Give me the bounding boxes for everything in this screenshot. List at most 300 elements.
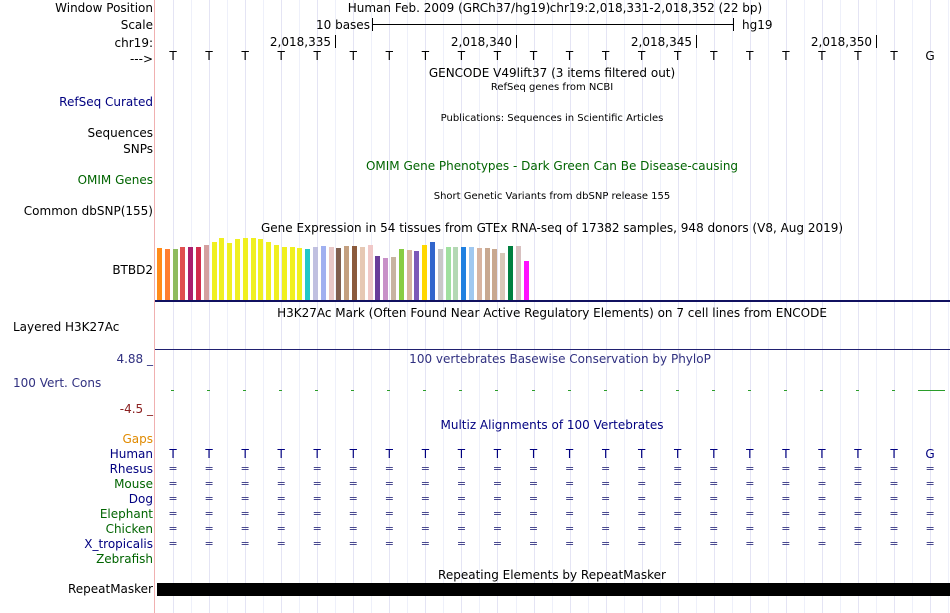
- human-base: T: [565, 447, 574, 461]
- human-base: T: [818, 447, 826, 461]
- alignment-match: =: [240, 462, 250, 475]
- alignment-match: =: [420, 507, 430, 520]
- alignment-match: =: [168, 477, 178, 490]
- gtex-track-title[interactable]: Gene Expression in 54 tissues from GTEx RNA-seq of 17382 samples, 948 donors (V8, Aug 2019): [260, 221, 844, 235]
- alignment-match: =: [745, 507, 755, 520]
- alignment-match: =: [312, 477, 322, 490]
- alignment-match: =: [420, 462, 430, 475]
- grid-line: [948, 0, 949, 613]
- alignment-match: =: [709, 492, 719, 505]
- alignment-match: =: [528, 537, 539, 550]
- gtex-tissue-bar[interactable]: [368, 245, 373, 300]
- gtex-tissue-bar[interactable]: [399, 249, 404, 300]
- alignment-match: =: [925, 477, 935, 490]
- gtex-tissue-bar[interactable]: [173, 249, 178, 300]
- human-base: T: [854, 447, 862, 461]
- gtex-tissue-bar[interactable]: [165, 249, 170, 300]
- gtex-tissue-bar[interactable]: [469, 247, 474, 300]
- gtex-tissue-bar[interactable]: [305, 249, 310, 300]
- alignment-match: =: [781, 477, 791, 490]
- gtex-tissue-bar[interactable]: [204, 245, 209, 300]
- sequence-base: T: [601, 49, 610, 63]
- db-text: hg19: [742, 18, 773, 32]
- gtex-tissue-bar[interactable]: [344, 246, 349, 300]
- human-base: T: [601, 447, 610, 461]
- alignment-match: =: [168, 522, 178, 535]
- sequence-base: T: [205, 49, 213, 63]
- phylop-track-title[interactable]: 100 vertebrates Basewise Conservation by PhyloP: [409, 352, 711, 366]
- alignment-match: =: [492, 507, 503, 520]
- sequence-base: T: [313, 49, 321, 63]
- alignment-match: =: [276, 462, 286, 475]
- alignment-match: =: [673, 537, 683, 550]
- phylop-value: [495, 390, 498, 391]
- sequence-base: T: [818, 49, 826, 63]
- assembly-text: Human Feb. 2009 (GRCh37/hg19): [347, 1, 551, 15]
- ruler-tick-mark: [335, 35, 336, 48]
- human-base: T: [421, 447, 430, 461]
- gtex-tissue-bar[interactable]: [157, 248, 162, 300]
- h3k27ac-baseline: [155, 349, 950, 350]
- gtex-tissue-bar[interactable]: [180, 247, 185, 300]
- alignment-match: =: [853, 462, 863, 475]
- alignment-match: =: [745, 492, 755, 505]
- gtex-tissue-bar[interactable]: [453, 247, 458, 300]
- phylop-value: [279, 390, 282, 391]
- alignment-match: =: [673, 522, 683, 535]
- publications-track-title[interactable]: Publications: Sequences in Scientific Articles: [440, 113, 664, 124]
- alignment-match: =: [204, 537, 214, 550]
- species-label[interactable]: Dog: [128, 492, 153, 506]
- alignment-match: =: [564, 507, 575, 520]
- alignment-match: =: [312, 462, 322, 475]
- alignment-match: =: [168, 462, 178, 475]
- window-position-label: Window Position: [55, 1, 153, 15]
- repeatmasker-element[interactable]: [157, 583, 950, 596]
- alignment-match: =: [384, 537, 394, 550]
- sequence-base: T: [169, 49, 177, 63]
- alignment-match: =: [492, 492, 503, 505]
- alignment-match: =: [817, 462, 827, 475]
- gtex-gene-label[interactable]: BTBD2: [112, 263, 153, 277]
- phylop-value: [748, 390, 751, 391]
- snps-track-label[interactable]: SNPs: [123, 142, 153, 156]
- alignment-match: =: [348, 537, 358, 550]
- alignment-match: =: [312, 507, 322, 520]
- alignment-match: =: [925, 522, 935, 535]
- alignment-match: =: [492, 477, 503, 490]
- gtex-tissue-bar[interactable]: [500, 253, 505, 300]
- gtex-tissue-bar[interactable]: [477, 248, 482, 300]
- alignment-match: =: [817, 522, 827, 535]
- sequence-base: T: [457, 49, 466, 63]
- gtex-tissue-bar[interactable]: [188, 247, 193, 300]
- alignment-match: =: [853, 477, 863, 490]
- phylop-value: [532, 390, 535, 391]
- alignment-match: =: [745, 537, 755, 550]
- species-label[interactable]: Mouse: [114, 477, 153, 491]
- species-label[interactable]: X_tropicalis: [84, 537, 153, 551]
- species-label[interactable]: Rhesus: [109, 462, 153, 476]
- alignment-match: =: [601, 507, 611, 520]
- gtex-tissue-bar[interactable]: [329, 247, 334, 300]
- sequence-base: T: [782, 49, 790, 63]
- phylop-min-label: -4.5 _: [119, 402, 153, 416]
- phylop-value: [243, 390, 246, 391]
- alignment-match: =: [492, 462, 503, 475]
- alignment-match: =: [348, 522, 358, 535]
- human-base: T: [638, 447, 646, 461]
- gtex-baseline: [155, 300, 950, 302]
- gtex-tissue-bar[interactable]: [266, 242, 271, 300]
- phylop-value: [387, 390, 390, 391]
- ruler-tick-mark: [876, 35, 877, 48]
- alignment-match: =: [564, 477, 575, 490]
- alignment-match: =: [492, 522, 503, 535]
- alignment-match: =: [853, 507, 863, 520]
- alignment-match: =: [637, 492, 647, 505]
- scale-bar-text: 10 bases: [316, 18, 370, 32]
- gtex-tissue-bar[interactable]: [446, 247, 451, 300]
- gtex-tissue-bar[interactable]: [508, 246, 513, 300]
- phylop-value: [459, 390, 462, 391]
- alignment-match: =: [853, 492, 863, 505]
- alignment-match: =: [204, 507, 214, 520]
- gtex-tissue-bar[interactable]: [251, 238, 256, 300]
- alignment-match: =: [420, 477, 430, 490]
- sequence-base: T: [421, 49, 430, 63]
- h3k27ac-track-title[interactable]: H3K27Ac Mark (Often Found Near Active Regulatory Elements) on 7 cell lines from ENCODE: [277, 306, 827, 320]
- alignment-match: =: [312, 537, 322, 550]
- gaps-label: Gaps: [122, 432, 153, 446]
- refseq-track-label[interactable]: RefSeq Curated: [59, 95, 153, 109]
- alignment-match: =: [456, 477, 467, 490]
- alignment-match: =: [601, 492, 611, 505]
- phylop-value: [604, 390, 607, 391]
- human-base: T: [746, 447, 754, 461]
- alignment-match: =: [925, 507, 935, 520]
- alignment-match: =: [204, 462, 214, 475]
- gtex-tissue-bar[interactable]: [274, 245, 279, 300]
- alignment-match: =: [528, 522, 539, 535]
- gtex-expression-bars[interactable]: [155, 236, 535, 300]
- alignment-match: =: [312, 492, 322, 505]
- alignment-match: =: [204, 477, 214, 490]
- alignment-match: =: [781, 507, 791, 520]
- sequence-base: T: [385, 49, 393, 63]
- human-base: T: [349, 447, 357, 461]
- alignment-match: =: [168, 507, 178, 520]
- phylop-value: [856, 390, 859, 391]
- gtex-tissue-bar[interactable]: [352, 246, 357, 300]
- scale-bar-line: [372, 24, 733, 25]
- gtex-tissue-bar[interactable]: [422, 245, 427, 300]
- gtex-tissue-bar[interactable]: [313, 247, 318, 300]
- ruler-tick-label: 2,018,345: [630, 35, 692, 49]
- phylop-value: [712, 390, 715, 391]
- alignment-match: =: [348, 507, 358, 520]
- gencode-track-title[interactable]: GENCODE V49lift37 (3 items filtered out): [428, 66, 676, 80]
- gtex-tissue-bar[interactable]: [212, 242, 217, 300]
- refseq-track-title[interactable]: RefSeq genes from NCBI: [490, 82, 614, 93]
- alignment-match: =: [276, 492, 286, 505]
- sequence-base: T: [638, 49, 646, 63]
- alignment-match: =: [637, 462, 647, 475]
- gtex-tissue-bar[interactable]: [282, 247, 287, 300]
- gtex-tissue-bar[interactable]: [391, 257, 396, 300]
- sequence-base: T: [710, 49, 718, 63]
- alignment-match: =: [745, 522, 755, 535]
- phylop-track-label[interactable]: 100 Vert. Cons: [13, 376, 102, 390]
- phylop-value: [892, 390, 895, 391]
- species-label[interactable]: Human: [109, 447, 153, 461]
- alignment-match: =: [889, 492, 899, 505]
- human-base: T: [890, 447, 898, 461]
- sequence-base: T: [890, 49, 898, 63]
- sequence-base: T: [493, 49, 502, 63]
- alignment-match: =: [564, 492, 575, 505]
- human-base: T: [169, 447, 177, 461]
- alignment-match: =: [601, 522, 611, 535]
- alignment-match: =: [456, 522, 467, 535]
- multiz-track-title[interactable]: Multiz Alignments of 100 Vertebrates: [440, 418, 664, 432]
- alignment-match: =: [276, 507, 286, 520]
- alignment-match: =: [745, 462, 755, 475]
- omim-track-title[interactable]: OMIM Gene Phenotypes - Dark Green Can Be Disease-causing: [365, 159, 739, 173]
- alignment-match: =: [384, 462, 394, 475]
- alignment-match: =: [889, 507, 899, 520]
- alignment-match: =: [673, 492, 683, 505]
- alignment-match: =: [925, 537, 935, 550]
- h3k27ac-track-label[interactable]: Layered H3K27Ac: [13, 320, 120, 334]
- alignment-match: =: [420, 522, 430, 535]
- alignment-match: =: [384, 477, 394, 490]
- gtex-tissue-bar[interactable]: [430, 242, 435, 300]
- alignment-match: =: [781, 492, 791, 505]
- sequence-base: T: [674, 49, 682, 63]
- alignment-match: =: [528, 507, 539, 520]
- phylop-value: [568, 390, 571, 391]
- alignment-match: =: [240, 522, 250, 535]
- alignment-match: =: [456, 537, 467, 550]
- position-text: chr19:2,018,331-2,018,352 (22 bp): [549, 1, 763, 15]
- alignment-match: =: [925, 462, 935, 475]
- alignment-match: =: [817, 507, 827, 520]
- ruler-tick-mark: [516, 35, 517, 48]
- alignment-match: =: [348, 462, 358, 475]
- alignment-match: =: [168, 537, 178, 550]
- alignment-match: =: [817, 492, 827, 505]
- strand-label[interactable]: --->: [129, 52, 153, 66]
- human-base: T: [782, 447, 790, 461]
- alignment-match: =: [709, 507, 719, 520]
- gtex-tissue-bar[interactable]: [461, 247, 466, 300]
- gtex-tissue-bar[interactable]: [438, 249, 443, 300]
- repeatmasker-track-title[interactable]: Repeating Elements by RepeatMasker: [438, 568, 666, 582]
- alignment-match: =: [528, 462, 539, 475]
- gtex-tissue-bar[interactable]: [407, 250, 412, 300]
- human-base: T: [674, 447, 682, 461]
- sequence-base: T: [241, 49, 249, 63]
- alignment-match: =: [637, 507, 647, 520]
- alignment-match: =: [384, 492, 394, 505]
- gtex-tissue-bar[interactable]: [336, 248, 341, 300]
- human-base: T: [529, 447, 538, 461]
- human-base: T: [313, 447, 321, 461]
- alignment-match: =: [709, 462, 719, 475]
- alignment-match: =: [817, 477, 827, 490]
- alignment-match: =: [889, 462, 899, 475]
- alignment-match: =: [889, 477, 899, 490]
- alignment-match: =: [528, 477, 539, 490]
- gtex-tissue-bar[interactable]: [375, 256, 380, 300]
- alignment-match: =: [240, 477, 250, 490]
- alignment-match: =: [168, 492, 178, 505]
- grid-line: [191, 0, 192, 613]
- sequence-base: T: [854, 49, 862, 63]
- alignment-match: =: [889, 522, 899, 535]
- alignment-match: =: [925, 492, 935, 505]
- alignment-match: =: [384, 507, 394, 520]
- alignment-match: =: [601, 537, 611, 550]
- alignment-match: =: [781, 522, 791, 535]
- phylop-value: [351, 390, 354, 391]
- gtex-tissue-bar[interactable]: [485, 248, 490, 300]
- human-base: T: [205, 447, 213, 461]
- alignment-match: =: [312, 522, 322, 535]
- human-base: T: [277, 447, 285, 461]
- phylop-value: [171, 390, 174, 391]
- alignment-match: =: [637, 522, 647, 535]
- gtex-tissue-bar[interactable]: [258, 239, 263, 300]
- gtex-tissue-bar[interactable]: [196, 247, 201, 300]
- sequence-base: T: [565, 49, 574, 63]
- alignment-match: =: [528, 492, 539, 505]
- dbsnp-track-title[interactable]: Short Genetic Variants from dbSNP release 155: [433, 191, 671, 202]
- phylop-segment: [918, 390, 945, 391]
- alignment-match: =: [781, 462, 791, 475]
- sequences-track-label[interactable]: Sequences: [87, 126, 153, 140]
- phylop-value: [676, 390, 679, 391]
- alignment-match: =: [348, 492, 358, 505]
- ruler-tick-label: 2,018,340: [450, 35, 512, 49]
- ruler-tick-label: 2,018,350: [810, 35, 872, 49]
- scale-label: Scale: [120, 18, 153, 32]
- sequence-base: T: [277, 49, 285, 63]
- repeatmasker-track-label[interactable]: RepeatMasker: [67, 582, 153, 596]
- human-base: T: [241, 447, 249, 461]
- alignment-match: =: [745, 477, 755, 490]
- gtex-tissue-bar[interactable]: [290, 247, 295, 300]
- sequence-base: T: [529, 49, 538, 63]
- alignment-match: =: [709, 477, 719, 490]
- alignment-match: =: [673, 507, 683, 520]
- phylop-value: [423, 390, 426, 391]
- alignment-match: =: [709, 537, 719, 550]
- alignment-match: =: [276, 537, 286, 550]
- gtex-tissue-bar[interactable]: [243, 238, 248, 300]
- alignment-match: =: [240, 492, 250, 505]
- alignment-match: =: [709, 522, 719, 535]
- human-base: T: [493, 447, 502, 461]
- ruler-tick-mark: [696, 35, 697, 48]
- alignment-match: =: [817, 537, 827, 550]
- alignment-match: =: [204, 492, 214, 505]
- gtex-tissue-bar[interactable]: [235, 239, 240, 300]
- gtex-tissue-bar[interactable]: [297, 248, 302, 300]
- sequence-base: T: [349, 49, 357, 63]
- alignment-match: =: [492, 537, 503, 550]
- alignment-match: =: [637, 537, 647, 550]
- species-label[interactable]: Elephant: [99, 507, 153, 521]
- phylop-value: [820, 390, 823, 391]
- alignment-match: =: [456, 492, 467, 505]
- gtex-tissue-bar[interactable]: [492, 249, 497, 300]
- gtex-tissue-bar[interactable]: [360, 247, 365, 300]
- chrom-label: chr19:: [114, 36, 153, 50]
- alignment-match: =: [456, 507, 467, 520]
- grid-line: [227, 0, 228, 613]
- gtex-tissue-bar[interactable]: [516, 246, 521, 300]
- gtex-tissue-bar[interactable]: [227, 243, 232, 300]
- grid-line: [263, 0, 264, 613]
- species-label[interactable]: Chicken: [105, 522, 153, 536]
- human-base: T: [385, 447, 393, 461]
- alignment-match: =: [781, 537, 791, 550]
- alignment-match: =: [637, 477, 647, 490]
- alignment-match: =: [276, 522, 286, 535]
- gtex-tissue-bar[interactable]: [219, 238, 224, 300]
- phylop-value: [315, 390, 318, 391]
- omim-track-label[interactable]: OMIM Genes: [77, 173, 153, 187]
- human-base: G: [925, 447, 935, 461]
- alignment-match: =: [456, 462, 467, 475]
- alignment-match: =: [240, 507, 250, 520]
- alignment-match: =: [601, 477, 611, 490]
- alignment-match: =: [601, 462, 611, 475]
- dbsnp-track-label[interactable]: Common dbSNP(155): [23, 204, 153, 218]
- sequence-base: T: [746, 49, 754, 63]
- phylop-value: [784, 390, 787, 391]
- label-divider: [154, 0, 155, 613]
- species-label[interactable]: Zebrafish: [96, 552, 153, 566]
- alignment-match: =: [564, 537, 575, 550]
- alignment-match: =: [853, 537, 863, 550]
- alignment-match: =: [853, 522, 863, 535]
- gtex-tissue-bar[interactable]: [524, 261, 529, 300]
- phylop-value: [207, 390, 210, 391]
- grid-line: [912, 0, 913, 613]
- alignment-match: =: [420, 537, 430, 550]
- alignment-match: =: [564, 462, 575, 475]
- gtex-tissue-bar[interactable]: [321, 246, 326, 300]
- phylop-max-label: 4.88 _: [116, 352, 153, 366]
- alignment-match: =: [420, 492, 430, 505]
- phylop-value: [640, 390, 643, 391]
- gtex-tissue-bar[interactable]: [414, 251, 419, 300]
- alignment-match: =: [384, 522, 394, 535]
- alignment-match: =: [348, 477, 358, 490]
- alignment-match: =: [204, 522, 214, 535]
- ruler-tick-label: 2,018,335: [269, 35, 331, 49]
- human-base: T: [457, 447, 466, 461]
- gtex-tissue-bar[interactable]: [383, 258, 388, 300]
- alignment-match: =: [673, 462, 683, 475]
- grid-line: [876, 0, 877, 613]
- grid-line: [840, 0, 841, 613]
- alignment-match: =: [889, 537, 899, 550]
- alignment-match: =: [240, 537, 250, 550]
